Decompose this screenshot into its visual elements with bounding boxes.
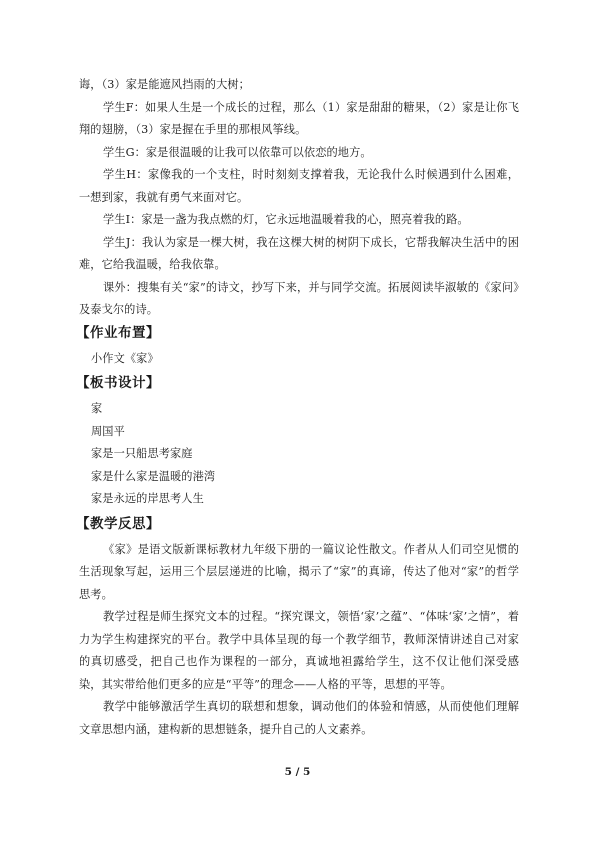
teaching-reflection-heading: 【教学反思】 [76,515,160,532]
reflection-paragraph: 教学中能够激活学生真切的联想和想象，调动他们的体验和情感，从而使他们理解文章思想内涵，建构新的思想链条，提升自己的人文素养。 [79,700,519,736]
homework-heading: 【作业布置】 [76,324,160,341]
page-content [76,74,519,741]
teaching-reflection-section [79,539,519,742]
reflection-paragraph: 教学过程是师生探究文本的过程。“探究课文，领悟‘家’之蕴”、“体味‘家’之情”，着力为学生构建探究的平台。教学中具体呈现的每一个教学细节，教师深情讲述自己对家的真切感受，把自己也作为课程的一部分，真诚地袒露给学生，这不仅让他们深受感染，其实带给他们更多的应是“平等”的理念——人格的平等，思想的平等。 [79,610,519,691]
board-line: 周国平 [91,424,125,438]
board-line: 家 [91,402,103,415]
extracurricular-task: 课外：搜集有关“家”的诗文，抄写下来，并与同学交流。拓展阅读毕淑敏的《家问》及泰戈尔的诗。 [79,280,519,316]
student-f-answer: 学生F：如果人生是一个成长的过程，那么（1）家是甜甜的糖果，（2）家是让你飞翔的翅膀，（3）家是握在手里的那根风筝线。 [79,100,519,136]
student-g-answer: 学生G：家是很温暖的让我可以依靠可以依恋的地方。 [103,145,372,159]
board-design-section [79,398,519,511]
board-line: 家是永远的岸思考人生 [91,492,204,505]
student-i-answer: 学生I：家是一盏为我点燃的灯，它永远地温暖着我的心，照亮着我的路。 [103,213,469,226]
board-line: 家是一只船思考家庭 [91,447,193,460]
paragraph-continuation: 诲，（3）家是能遮风挡雨的大树； [79,78,250,91]
reflection-paragraph: 《家》是语文版新课标教材九年级下册的一篇议论性散文。作者从人们司空见惯的生活现象写起，运用三个层层递进的比喻，揭示了“家”的真谛，传达了他对“家”的哲学思考。 [79,542,519,601]
page-number: 5 / 5 [284,766,311,778]
board-design-heading: 【板书设计】 [76,375,160,391]
student-j-answer: 学生J：我认为家是一棵大树，我在这棵大树的树阴下成长，它帮我解决生活中的困难，它给我温暖，给我依靠。 [79,235,519,271]
homework-text: 小作文《家》 [91,351,159,365]
board-line: 家是什么家是温暖的港湾 [91,469,216,483]
student-h-answer: 学生H：家像我的一个支柱，时时刻刻支撑着我，无论我什么时候遇到什么困难，一想到家，我就有勇气来面对它。 [79,168,519,204]
homework-section [79,348,519,371]
